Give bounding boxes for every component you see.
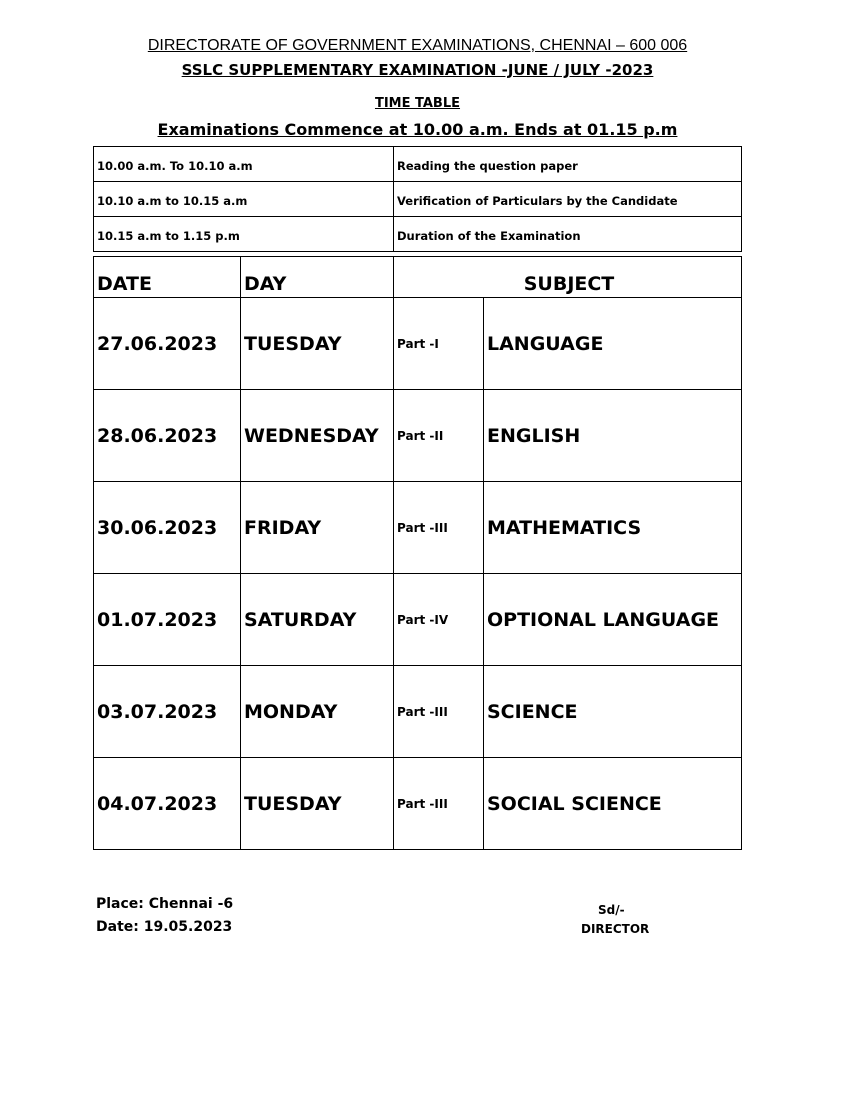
exam-part: Part -IV — [394, 574, 484, 666]
header-day: DAY — [241, 257, 394, 298]
timings-table — [93, 146, 742, 252]
timing-time: 10.15 a.m to 1.15 p.m — [94, 217, 394, 252]
exam-subject: ENGLISH — [484, 390, 742, 482]
exam-subject: MATHEMATICS — [484, 482, 742, 574]
place-label: Place: Chennai -6 — [96, 896, 234, 912]
issue-date: Date: 19.05.2023 — [96, 919, 233, 935]
schedule-row — [94, 758, 742, 850]
exam-day: FRIDAY — [241, 482, 394, 574]
exam-title: SSLC SUPPLEMENTARY EXAMINATION -JUNE / JULY -2023 — [181, 61, 654, 79]
exam-timing-note: Examinations Commence at 10.00 a.m. Ends at 01.15 p.m — [157, 120, 678, 139]
timing-row — [94, 147, 742, 182]
exam-day: TUESDAY — [241, 758, 394, 850]
exam-part: Part -III — [394, 482, 484, 574]
timing-time: 10.00 a.m. To 10.10 a.m — [94, 147, 394, 182]
exam-part: Part -II — [394, 390, 484, 482]
exam-subject: LANGUAGE — [484, 298, 742, 390]
exam-part: Part -III — [394, 666, 484, 758]
schedule-row — [94, 482, 742, 574]
timing-time: 10.10 a.m to 10.15 a.m — [94, 182, 394, 217]
exam-day: WEDNESDAY — [241, 390, 394, 482]
exam-subject: SCIENCE — [484, 666, 742, 758]
timing-activity: Reading the question paper — [394, 147, 742, 182]
directorate-heading: DIRECTORATE OF GOVERNMENT EXAMINATIONS, CHENNAI – 600 006 — [147, 37, 688, 54]
schedule-row — [94, 298, 742, 390]
header-date: DATE — [94, 257, 241, 298]
exam-subject: SOCIAL SCIENCE — [484, 758, 742, 850]
exam-part: Part -III — [394, 758, 484, 850]
timing-activity: Duration of the Examination — [394, 217, 742, 252]
schedule-table — [93, 256, 742, 850]
timing-row — [94, 217, 742, 252]
exam-day: TUESDAY — [241, 298, 394, 390]
exam-part: Part -I — [394, 298, 484, 390]
exam-date: 03.07.2023 — [94, 666, 241, 758]
exam-date: 30.06.2023 — [94, 482, 241, 574]
designation: DIRECTOR — [581, 922, 650, 936]
exam-day: SATURDAY — [241, 574, 394, 666]
schedule-row — [94, 666, 742, 758]
exam-date: 04.07.2023 — [94, 758, 241, 850]
signature: Sd/- — [598, 903, 625, 917]
exam-date: 01.07.2023 — [94, 574, 241, 666]
timing-row — [94, 182, 742, 217]
exam-subject: OPTIONAL LANGUAGE — [484, 574, 742, 666]
exam-date: 27.06.2023 — [94, 298, 241, 390]
exam-day: MONDAY — [241, 666, 394, 758]
time-table-label: TIME TABLE — [374, 96, 461, 111]
timing-activity: Verification of Particulars by the Candidate — [394, 182, 742, 217]
exam-date: 28.06.2023 — [94, 390, 241, 482]
schedule-row — [94, 574, 742, 666]
schedule-header-row — [94, 257, 742, 298]
header-subject: SUBJECT — [394, 257, 742, 298]
schedule-row — [94, 390, 742, 482]
